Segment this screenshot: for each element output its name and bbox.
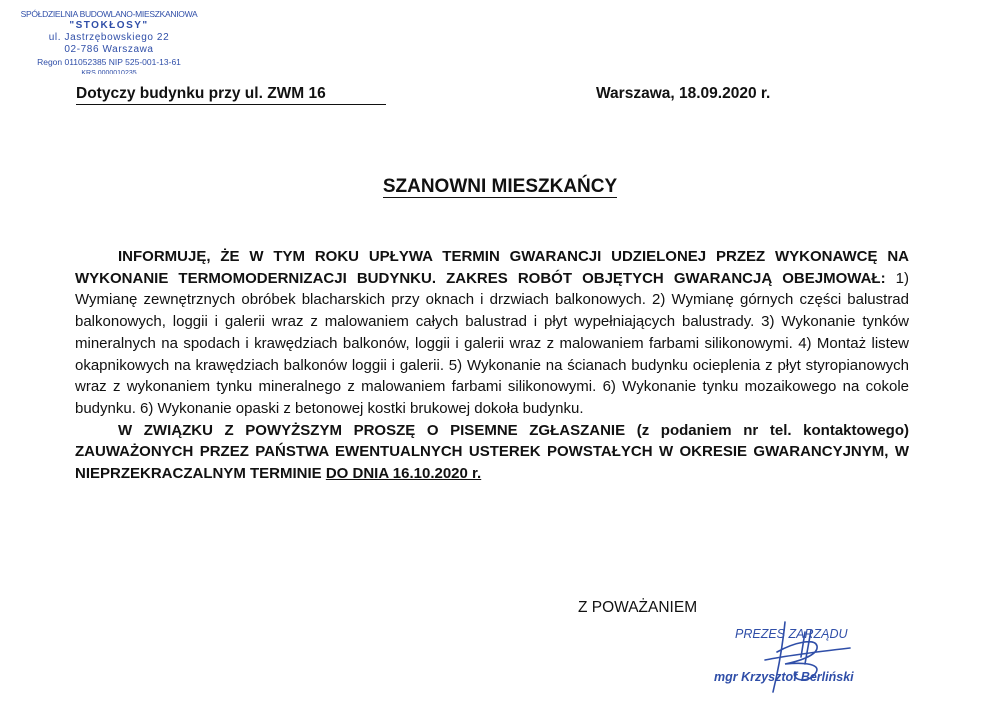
letter-title [0,175,1000,199]
stamp-street: ul. Jastrzębowskiego 22 [48,32,170,43]
stamp-regon-nip: Regon 011052385 NIP 525-001-13-61 [37,57,181,67]
board-title-stamp: PREZES ZARZĄDU [735,627,848,641]
closing-regards: Z POWAŻANIEM [578,599,698,616]
warranty-scope-list: 1) Wymianę zewnętrznych obróbek blacharskich przy oknach i drzwiach balkonowych. 2) Wymianę górnych części balustrad balkonowych, loggii i galerii wraz z malowaniem całych balustrad i płyt wypełniających balustrady. 3) Wykonanie tynków mineralnych na spodach i krawędziach balkonów, loggii i galerii wraz z malowaniem farbami silikonowymi. 4) Montaż listew okapnikowych na krawędziach balkonów loggii i galerii. 5) Wykonanie na ścianach budynku ocieplenia z płyt styropianowych wraz z wykonaniem tynku mineralnego z malowaniem farbami silikonowymi. 6) Wykonanie tynku mozaikowego na cokole budynku. 6) Wykonanie opaski z betonowej kostki brukowej dokoła budynku. [75,269,909,417]
request-bold: W ZWIĄZKU Z POWYŻSZYM PROSZĘ O PISEMNE ZGŁASZANIE (z podaniem nr tel. kontaktowego) ZAUWAŻONYCH PRZEZ PAŃSTWA EWENTUALNYCH USTEREK POWSTAŁYCH W OKRESIE GWARANCYJNYM, W NIEPRZEKRACZALNYM TERMINIE [75,421,909,483]
handwritten-signature [755,612,875,702]
paragraph-request [75,420,909,485]
stamp-city: 02-786 Warszawa [64,44,154,55]
letter-date: Warszawa, 18.09.2020 r. [596,85,771,102]
warranty-notice-bold: INFORMUJĘ, ŻE W TYM ROKU UPŁYWA TERMIN GWARANCJI UDZIELONEJ PRZEZ WYKONAWCĘ NA WYKONANIE TERMOMODERNIZACJI BUDYNKU. ZAKRES ROBÓT OBJĘTYCH GWARANCJĄ OBEJMOWAŁ: [75,248,909,287]
stamp-org-short-name: "STOKŁOSY" [69,20,149,31]
cooperative-stamp [14,8,204,74]
title-text: SZANOWNI MIESZKAŃCY [382,176,618,197]
deadline: DO DNIA 16.10.2020 r. [325,465,482,483]
stamp-org-name: SPÓŁDZIELNIA BUDOWLANO-MIESZKANIOWA [20,9,198,19]
letter-body [75,246,909,485]
building-reference: Dotyczy budynku przy ul. ZWM 16 [76,84,386,105]
stamp-krs: KRS 0000010235 [81,70,137,74]
signatory-name-stamp: mgr Krzysztof Berliński [714,670,854,684]
paragraph-warranty-scope [75,246,909,420]
